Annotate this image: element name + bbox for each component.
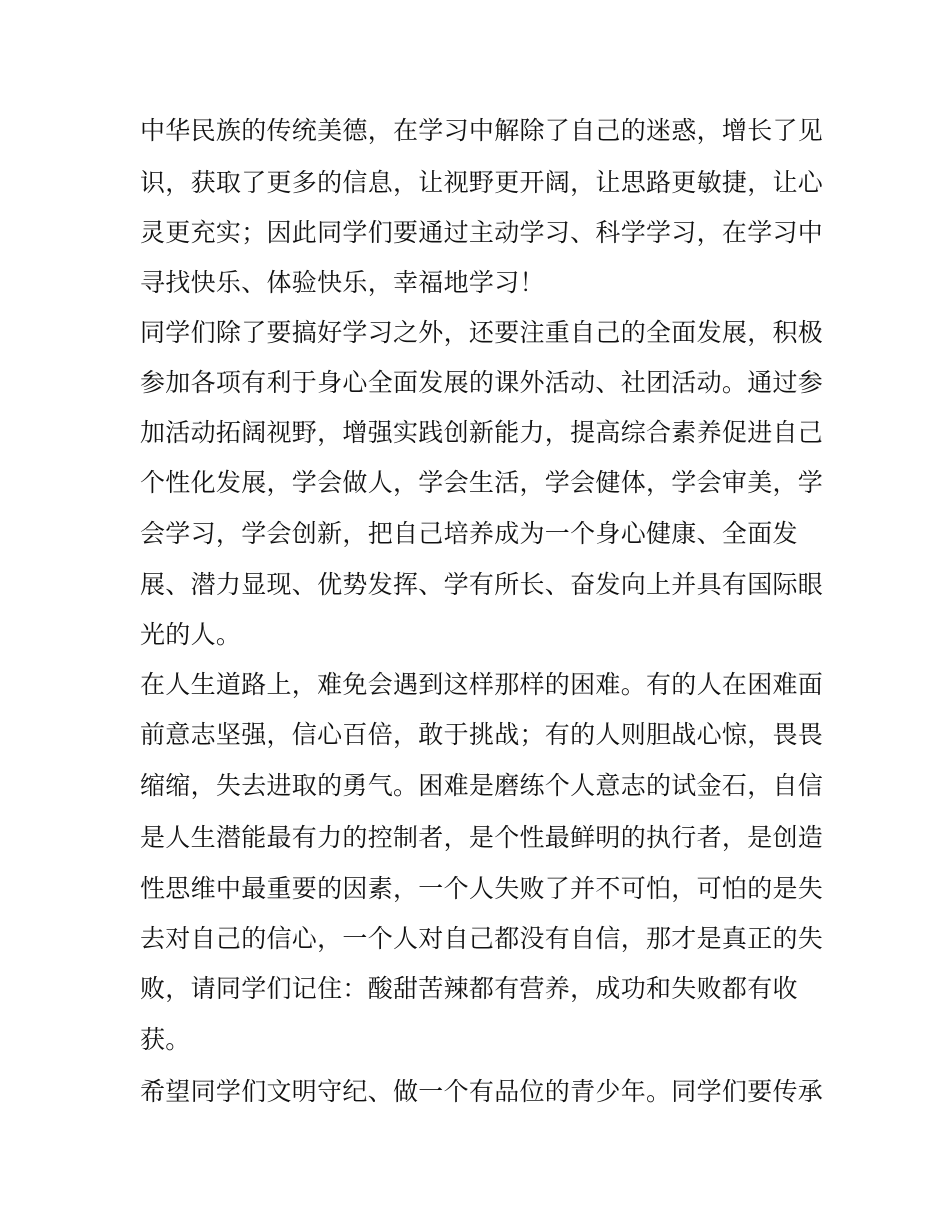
paragraph-1-line-3: 灵更充实；因此同学们要通过主动学习、科学学习，在学习中	[140, 218, 824, 247]
paragraph-3-line-7: 败，请同学们记住：酸甜苦辣都有营养，成功和失败都有收	[140, 974, 798, 1003]
paragraph-3-line-6: 去对自己的信心，一个人对自己都没有自信，那才是真正的失	[140, 924, 824, 953]
paragraph-3-line-1: 在人生道路上，难免会遇到这样那样的困难。有的人在困难面	[140, 670, 824, 699]
paragraph-2-line-6: 展、潜力显现、优势发挥、学有所长、奋发向上并具有国际眼	[140, 570, 824, 599]
paragraph-1-line-4: 寻找快乐、体验快乐，幸福地学习！	[140, 268, 545, 297]
paragraph-2-line-5: 会学习，学会创新，把自己培养成为一个身心健康、全面发	[140, 519, 798, 548]
paragraph-2-line-2: 参加各项有利于身心全面发展的课外活动、社团活动。通过参	[140, 368, 824, 397]
paragraph-3-line-5: 性思维中最重要的因素，一个人失败了并不可怕，可怕的是失	[140, 874, 824, 903]
paragraph-2-line-1: 同学们除了要搞好学习之外，还要注重自己的全面发展，积极	[140, 318, 824, 347]
paragraph-2-line-3: 加活动拓阔视野，增强实践创新能力，提高综合素养促进自己	[140, 418, 824, 447]
paragraph-3-line-8: 获。	[140, 1025, 191, 1054]
paragraph-3-line-3: 缩缩，失去进取的勇气。困难是磨练个人意志的试金石，自信	[140, 771, 824, 800]
paragraph-4-line-1: 希望同学们文明守纪、做一个有品位的青少年。同学们要传承	[140, 1077, 824, 1106]
paragraph-2-line-7: 光的人。	[140, 620, 242, 649]
paragraph-3-line-4: 是人生潜能最有力的控制者，是个性最鲜明的执行者，是创造	[140, 823, 824, 852]
paragraph-1-line-1: 中华民族的传统美德，在学习中解除了自己的迷惑，增长了见	[140, 116, 824, 145]
paragraph-1-line-2: 识，获取了更多的信息，让视野更开阔，让思路更敏捷，让心	[140, 168, 824, 197]
paragraph-3-line-2: 前意志坚强，信心百倍，敢于挑战；有的人则胆战心惊，畏畏	[140, 720, 824, 749]
paragraph-2-line-4: 个性化发展，学会做人，学会生活，学会健体，学会审美，学	[140, 468, 824, 497]
